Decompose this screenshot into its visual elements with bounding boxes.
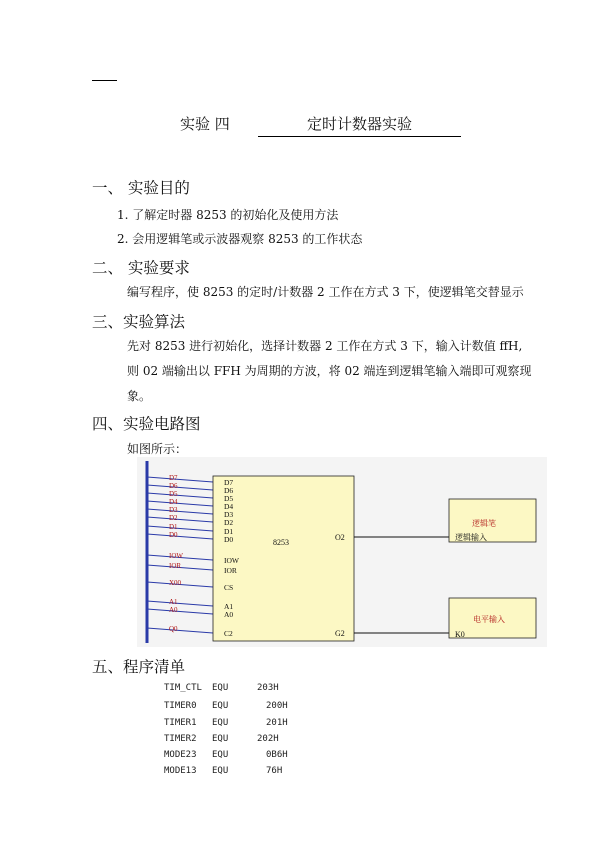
circuit-diagram [137, 457, 547, 647]
signal-label-0: D7 [169, 474, 178, 482]
section-3-heading: 三、实验算法 [92, 313, 186, 331]
signal-label-13: Q0 [169, 625, 178, 633]
algorithm-line-2: 则 02 端输出以 FFH 为周期的方波，将 02 端连到逻辑笔输入端即可观察现 [127, 364, 532, 378]
pin-g2: G2 [335, 629, 345, 638]
chip-label: 8253 [273, 538, 289, 547]
code-value: 0B6H [266, 750, 288, 760]
signal-label-7: D0 [169, 531, 178, 539]
logic-pen-input: 逻辑输入 [455, 533, 487, 542]
code-value: 202H [257, 734, 279, 744]
objective-2: 2. 会用逻辑笔或示波器观察 8253 的工作状态 [117, 232, 363, 246]
section-1-heading: 一、 实验目的 [92, 179, 190, 197]
logic-pen-title: 逻辑笔 [472, 519, 496, 528]
signal-label-9: IOR [169, 562, 182, 570]
code-value: 200H [266, 701, 288, 711]
signal-label-1: D6 [169, 482, 178, 490]
section-2-heading: 二、 实验要求 [92, 259, 190, 277]
signal-label-8: IOW [169, 552, 183, 560]
chip-pin-9: IOR [224, 566, 237, 575]
chip-pin-10: CS [224, 583, 234, 592]
signal-label-2: D5 [169, 490, 178, 498]
chip-pin-6: D1 [224, 527, 234, 536]
code-directive: EQU [212, 750, 229, 760]
signal-label-4: D3 [169, 506, 178, 514]
chip-pin-7: D0 [224, 535, 234, 544]
chip-pin-11: A1 [224, 602, 234, 611]
chip-pin-12: A0 [224, 610, 234, 619]
section-5-heading: 五、程序清单 [92, 658, 186, 676]
code-value: 201H [266, 718, 288, 728]
section-4-heading: 四、实验电路图 [92, 415, 201, 433]
code-label: TIM_CTL [164, 683, 202, 693]
signal-label-11: A1 [169, 598, 178, 606]
code-directive: EQU [212, 734, 229, 744]
signal-label-3: D4 [169, 498, 178, 506]
chip-pin-8: IOW [224, 556, 239, 565]
signal-label-6: D1 [169, 523, 178, 531]
code-value: 76H [266, 766, 283, 776]
pin-o2: O2 [335, 533, 345, 542]
signal-label-5: D2 [169, 514, 178, 522]
chip-pin-5: D2 [224, 518, 234, 527]
chip-pin-2: D5 [224, 494, 234, 503]
experiment-number: 实验 四 [180, 115, 230, 133]
signal-label-10: X00 [169, 579, 182, 587]
level-input-pin: K0 [455, 630, 465, 639]
chip-pin-3: D4 [224, 502, 234, 511]
code-directive: EQU [212, 683, 229, 693]
code-label: TIMER2 [164, 734, 197, 744]
header-rule [92, 80, 117, 81]
experiment-title: 定时计数器实验 [258, 113, 461, 137]
signal-label-12: A0 [169, 606, 178, 614]
code-label: TIMER0 [164, 701, 197, 711]
code-directive: EQU [212, 701, 229, 711]
chip-pin-13: C2 [224, 629, 233, 638]
chip-pin-0: D7 [224, 478, 234, 487]
code-directive: EQU [212, 718, 229, 728]
code-directive: EQU [212, 766, 229, 776]
chip-pin-4: D3 [224, 510, 234, 519]
level-input-title: 电平输入 [473, 615, 505, 624]
code-value: 203H [257, 683, 279, 693]
requirement-text: 编写程序，使 8253 的定时/计数器 2 工作在方式 3 下，使逻辑笔交替显示 [127, 285, 524, 299]
diagram-caption: 如图所示： [127, 442, 188, 456]
algorithm-line-1: 先对 8253 进行初始化，选择计数器 2 工作在方式 3 下，输入计数值 ffH, [127, 339, 523, 353]
code-label: MODE13 [164, 766, 197, 776]
objective-1: 1. 了解定时器 8253 的初始化及使用方法 [117, 208, 339, 222]
code-label: TIMER1 [164, 718, 197, 728]
algorithm-line-3: 象。 [127, 389, 152, 403]
code-label: MODE23 [164, 750, 197, 760]
chip-pin-1: D6 [224, 486, 234, 495]
